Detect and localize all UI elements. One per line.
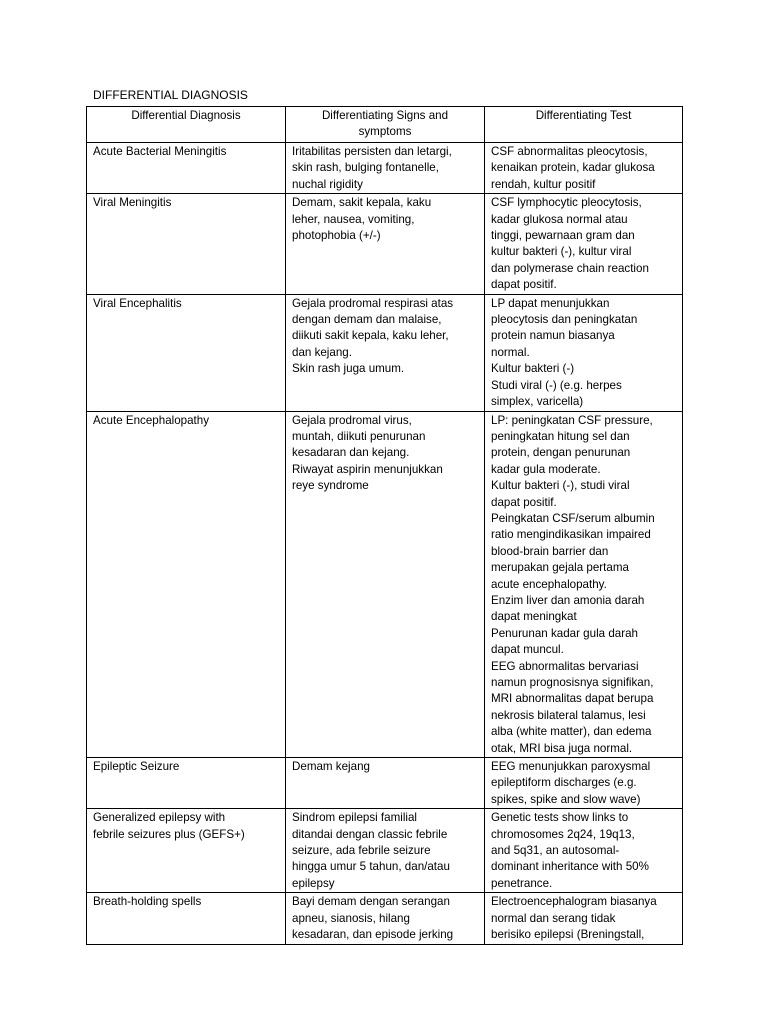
cell-text-line: kadar glukosa normal atau (491, 212, 628, 226)
cell-text-line: Gejala prodromal respirasi atas (292, 296, 454, 310)
cell-text-line: alba (white matter), dan edema (491, 725, 652, 739)
cell-text-line: peningkatan hitung sel dan (491, 429, 630, 443)
table-row (87, 194, 683, 294)
cell-text-line: dominant inheritance with 50% (491, 860, 649, 874)
cell-text-line: nuchal rigidity (292, 177, 363, 191)
test-cell (485, 411, 683, 758)
cell-text-line: kesadaran, dan episode jerking (292, 928, 454, 942)
cell-text-line: Riwayat aspirin menunjukkan (292, 462, 443, 476)
cell-text-line: kadar gula moderate. (491, 462, 601, 476)
cell-text-line: diikuti sakit kepala, kaku leher, (292, 329, 449, 343)
cell-text-line: tinggi, pewarnaan gram dan (491, 229, 635, 243)
test-cell (485, 809, 683, 893)
cell-text-line: Viral Meningitis (93, 196, 172, 210)
cell-text-line: photophobia (+/-) (292, 229, 381, 243)
cell-text-line: LP dapat menunjukkan (491, 296, 610, 310)
cell-text-line: kultur bakteri (-), kultur viral (491, 245, 632, 259)
diagnosis-cell (87, 758, 286, 809)
signs-cell (286, 758, 485, 809)
cell-text-line: Demam, sakit kepala, kaku (292, 196, 432, 210)
cell-text-line: Bayi demam dengan serangan (292, 895, 450, 909)
diagnosis-cell (87, 411, 286, 758)
cell-text-line: penetrance. (491, 876, 553, 890)
cell-text-line: spikes, spike and slow wave) (491, 792, 641, 806)
cell-text-line: and 5q31, an autosomal- (491, 844, 620, 858)
test-cell (485, 758, 683, 809)
signs-cell (286, 143, 485, 194)
cell-text-line: blood-brain barrier dan (491, 544, 609, 558)
cell-text-line: dapat muncul. (491, 643, 564, 657)
cell-text-line: EEG abnormalitas bervariasi (491, 659, 639, 673)
cell-text-line: ditandai dengan classic febrile (292, 827, 448, 841)
header-diagnosis: Differential Diagnosis (87, 107, 286, 143)
cell-text-line: Studi viral (-) (e.g. herpes (491, 378, 622, 392)
differential-diagnosis-table (86, 106, 683, 945)
cell-text-line: Kultur bakteri (-) (491, 362, 575, 376)
cell-text-line: seizure, ada febrile seizure (292, 844, 431, 858)
cell-text-line: normal. (491, 345, 530, 359)
cell-text-line: Enzim liver dan amonia darah (491, 593, 645, 607)
header-signs: Differentiating Signs and symptoms (286, 107, 485, 143)
cell-text-line: CSF lymphocytic pleocytosis, (491, 196, 642, 210)
cell-text-line: Skin rash juga umum. (292, 362, 405, 376)
diagnosis-cell (87, 143, 286, 194)
cell-text-line: Iritabilitas persisten dan letargi, (292, 145, 452, 158)
cell-text-line: Electroencephalogram biasanya (491, 895, 657, 909)
cell-text-line: chromosomes 2q24, 19q13, (491, 827, 635, 841)
diagnosis-cell (87, 294, 286, 411)
cell-text-line: normal dan serang tidak (491, 911, 616, 925)
cell-text-line: dengan demam dan malaise, (292, 313, 442, 327)
cell-text-line: Sindrom epilepsi familial (292, 811, 418, 825)
cell-text-line: kenaikan protein, kadar glukosa (491, 161, 655, 175)
cell-text-line: skin rash, bulging fontanelle, (292, 161, 439, 175)
diagnosis-cell (87, 809, 286, 893)
cell-text-line: ratio mengindikasikan impaired (491, 528, 651, 542)
signs-cell (286, 893, 485, 944)
cell-text-line: Genetic tests show links to (491, 811, 629, 825)
table-row (87, 411, 683, 758)
cell-text-line: dan polymerase chain reaction (491, 261, 649, 275)
cell-text-line: apneu, sianosis, hilang (292, 911, 410, 925)
cell-text-line: Peingkatan CSF/serum albumin (491, 511, 655, 525)
test-cell (485, 294, 683, 411)
table-header-row (87, 107, 683, 143)
cell-text-line: Viral Encephalitis (93, 296, 182, 310)
cell-text-line: dan kejang. (292, 345, 352, 359)
cell-text-line: LP: peningkatan CSF pressure, (491, 413, 653, 427)
cell-text-line: dapat positif. (491, 278, 557, 292)
cell-text-line: Gejala prodromal virus, (292, 413, 412, 427)
cell-text-line: merupakan gejala pertama (491, 561, 629, 575)
cell-text-line: Acute Encephalopathy (93, 413, 210, 427)
test-cell (485, 194, 683, 294)
diagnosis-cell (87, 194, 286, 294)
page-title: DIFFERENTIAL DIAGNOSIS (93, 88, 248, 102)
cell-text-line: leher, nausea, vomiting, (292, 212, 415, 226)
cell-text-line: febrile seizures plus (GEFS+) (93, 827, 245, 841)
signs-cell (286, 411, 485, 758)
cell-text-line: rendah, kultur positif (491, 177, 596, 191)
header-test: Differentiating Test (485, 107, 683, 143)
cell-text-line: pleocytosis dan peningkatan (491, 313, 638, 327)
cell-text-line: dapat positif. (491, 495, 557, 509)
signs-cell (286, 194, 485, 294)
cell-text-line: acute encephalopathy. (491, 577, 607, 591)
cell-text-line: dapat meningkat (491, 610, 577, 624)
cell-text-line: reye syndrome (292, 479, 369, 493)
signs-cell (286, 809, 485, 893)
cell-text-line: Kultur bakteri (-), studi viral (491, 479, 630, 493)
table-row (87, 758, 683, 809)
cell-text-line: epileptiform discharges (e.g. (491, 776, 637, 790)
cell-text-line: epilepsy (292, 876, 335, 890)
cell-text-line: Demam kejang (292, 760, 370, 774)
cell-text-line: protein namun biasanya (491, 329, 615, 343)
diagnosis-cell (87, 893, 286, 944)
cell-text-line: Generalized epilepsy with (93, 811, 226, 825)
cell-text-line: berisiko epilepsi (Breningstall, (491, 928, 645, 942)
cell-text-line: Epileptic Seizure (93, 760, 180, 774)
cell-text-line: kesadaran dan kejang. (292, 446, 410, 460)
table-row (87, 809, 683, 893)
cell-text-line: nekrosis bilateral talamus, lesi (491, 708, 646, 722)
cell-text-line: muntah, diikuti penurunan (292, 429, 426, 443)
test-cell (485, 143, 683, 194)
cell-text-line: Penurunan kadar gula darah (491, 626, 638, 640)
test-cell (485, 893, 683, 944)
cell-text-line: namun prognosisnya signifikan, (491, 676, 654, 689)
cell-text-line: Acute Bacterial Meningitis (93, 145, 227, 158)
cell-text-line: Breath-holding spells (93, 895, 202, 909)
table-row (87, 143, 683, 194)
cell-text-line: protein, dengan penurunan (491, 446, 631, 460)
cell-text-line: CSF abnormalitas pleocytosis, (491, 145, 648, 158)
cell-text-line: hingga umur 5 tahun, dan/atau (292, 860, 450, 874)
table-row (87, 893, 683, 944)
cell-text-line: otak, MRI bisa juga normal. (491, 741, 633, 755)
signs-cell (286, 294, 485, 411)
cell-text-line: EEG menunjukkan paroxysmal (491, 760, 651, 774)
cell-text-line: MRI abnormalitas dapat berupa (491, 692, 654, 706)
cell-text-line: simplex, varicella) (491, 395, 584, 409)
table-row (87, 294, 683, 411)
